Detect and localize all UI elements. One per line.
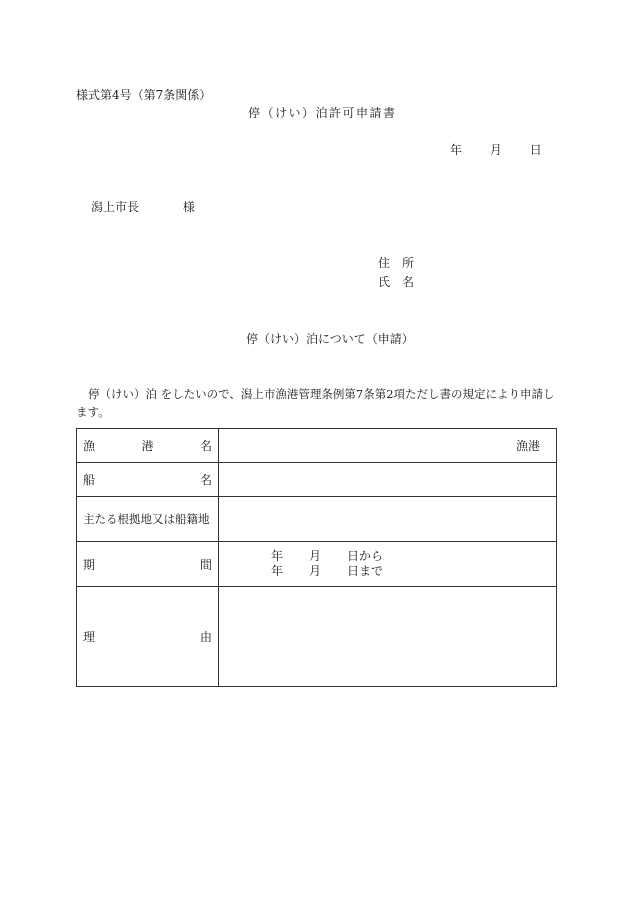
period-to-year: 年 — [271, 564, 284, 578]
base-value-cell[interactable] — [219, 497, 557, 542]
reason-value-cell[interactable] — [219, 587, 557, 687]
applicant-address-label: 住 所 — [378, 256, 415, 270]
period-to-day: 日まで — [347, 564, 384, 578]
vessel-label-char: 名 — [199, 473, 212, 487]
body-text-line1: 停（けい）泊 をしたいので、潟上市漁港管理条例第7条第2項ただし書の規定により申請し — [88, 387, 555, 401]
addressee — [91, 198, 195, 215]
application-table — [76, 428, 557, 687]
period-to — [271, 564, 556, 579]
port-label — [77, 429, 219, 463]
port-label-char: 漁 — [83, 439, 96, 453]
table-row-period — [77, 542, 557, 587]
period-from-month: 月 — [309, 549, 322, 563]
date-day: 日 — [529, 143, 542, 157]
port-value-cell[interactable] — [219, 429, 557, 463]
table-row-reason — [77, 587, 557, 687]
vessel-label-char: 船 — [83, 473, 96, 487]
period-value-cell[interactable] — [219, 542, 557, 587]
document-title: 停（けい）泊許可申請書 — [248, 106, 397, 120]
base-label: 主たる根拠地又は船籍地 — [77, 497, 219, 542]
addressee-honorific: 様 — [182, 200, 195, 214]
date-line — [450, 141, 542, 158]
form-number: 様式第4号（第7条関係） — [76, 88, 212, 102]
period-label-char: 間 — [199, 557, 212, 572]
addressee-name: 潟上市長 — [91, 200, 140, 214]
reason-label-char: 由 — [199, 630, 212, 644]
table-row-base — [77, 497, 557, 542]
port-suffix: 漁港 — [515, 439, 540, 453]
period-from-day: 日から — [347, 549, 384, 563]
period-from — [271, 549, 556, 564]
table-row-vessel — [77, 463, 557, 497]
vessel-value-cell[interactable] — [219, 463, 557, 497]
body-text-line2: ます。 — [76, 405, 110, 419]
port-label-char: 名 — [199, 439, 212, 453]
table-row-port — [77, 429, 557, 463]
subject-line: 停（けい）泊について（申請） — [246, 332, 414, 346]
reason-label-char: 理 — [83, 630, 96, 644]
date-month: 月 — [489, 143, 502, 157]
period-to-month: 月 — [309, 564, 322, 578]
port-label-char: 港 — [141, 439, 154, 453]
period-label-char: 期 — [83, 557, 96, 572]
period-from-year: 年 — [271, 549, 284, 563]
reason-label — [77, 587, 219, 687]
vessel-label — [77, 463, 219, 497]
applicant-name-label: 氏 名 — [378, 275, 415, 289]
date-year: 年 — [450, 143, 463, 157]
period-label — [77, 542, 219, 587]
